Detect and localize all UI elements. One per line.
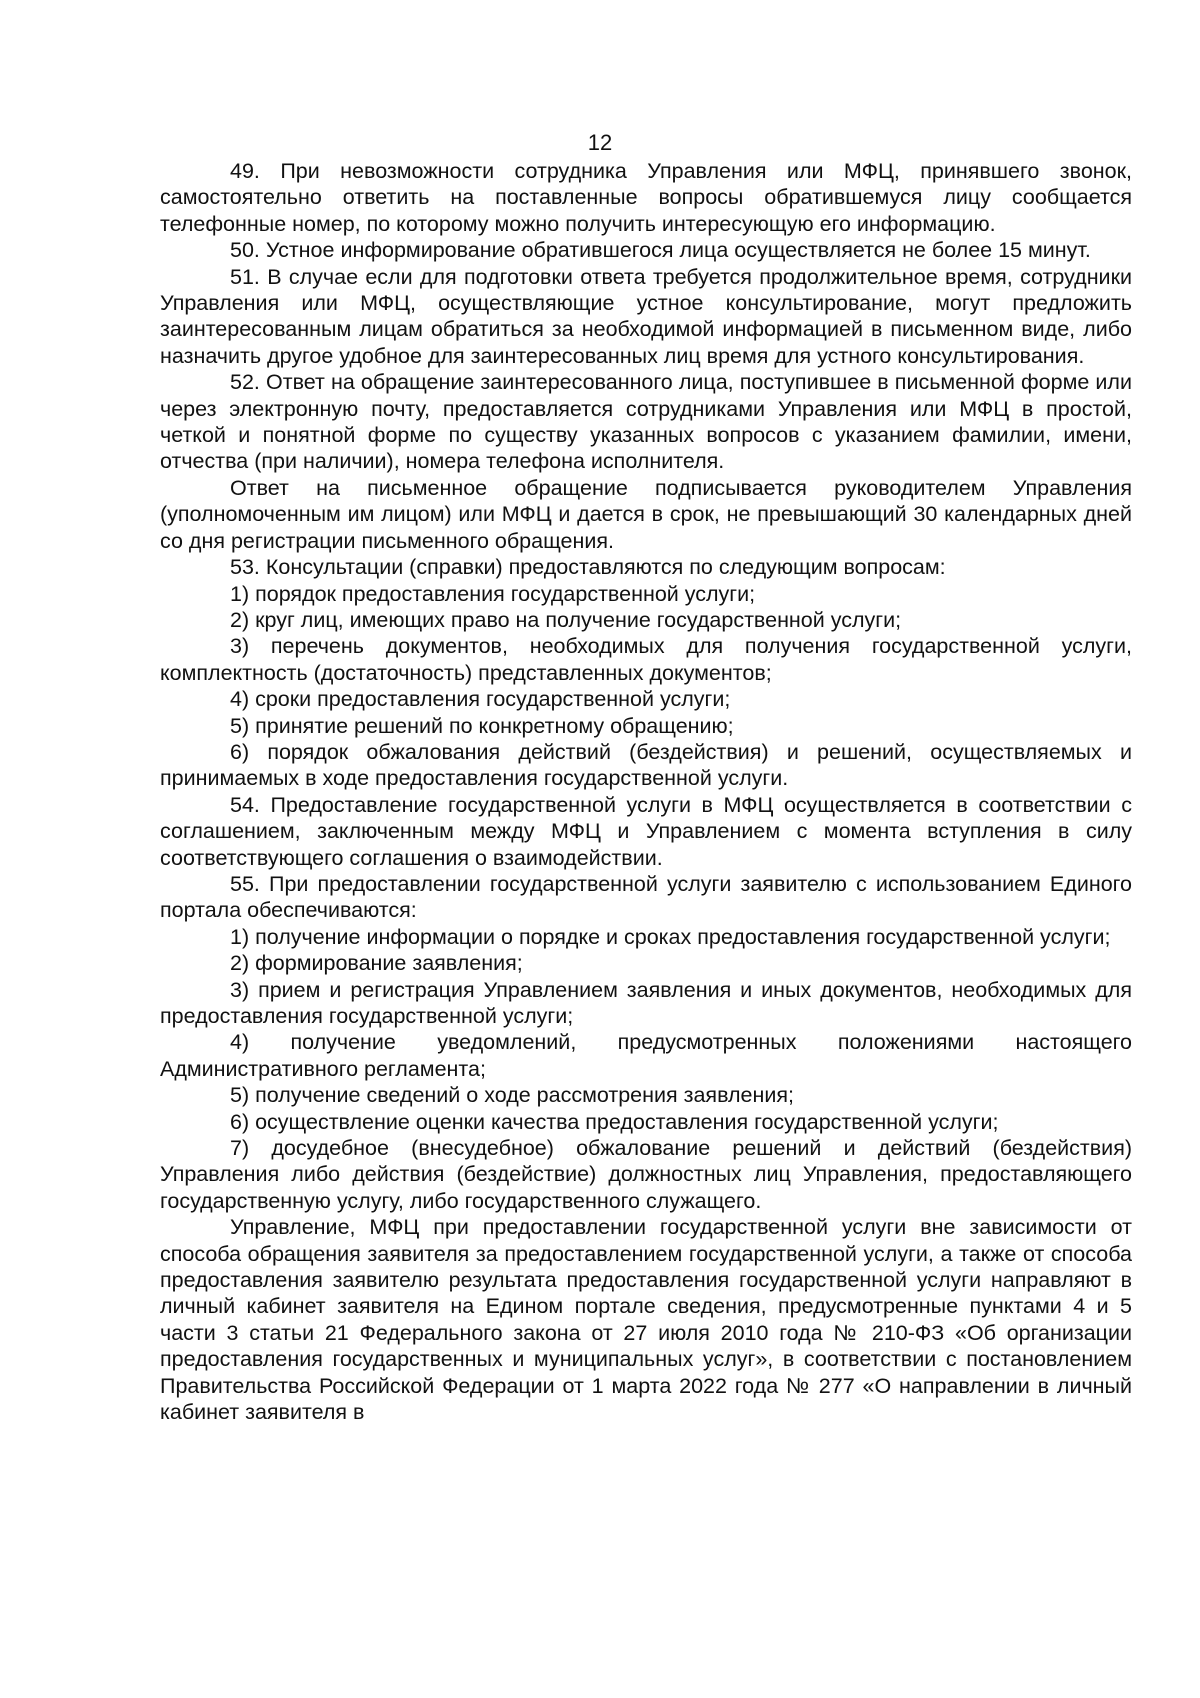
paragraph-49: 49. При невозможности сотрудника Управления или МФЦ, принявшего звонок, самостоятельно ответить на поставленные вопросы обратившемуся лицу сообщается телефонные номер, по которому можно получить интересующую его информацию. (160, 159, 1132, 236)
paragraph-53: 53. Консультации (справки) предоставляются по следующим вопросам: (230, 555, 946, 580)
list-item: 1) получение информации о порядке и сроках предоставления государственной услуги; (230, 924, 1111, 949)
page-number: 12 (587, 130, 613, 155)
paragraph-closing: Управление, МФЦ при предоставлении государственной услуги вне зависимости от способа обращения заявителя за предоставлением государственной услуги, а также от способа предоставления заявителю результата предоставления государственной услуги направляют в личный кабинет заявителя на Едином портале сведения, предусмотренные пунктами 4 и 5 части 3 статьи 21 Федерального закона от 27 июля 2010 года № 210-ФЗ «Об организации предоставления государственных и муниципальных услуг», в соответствии с постановлением Правительства Российской Федерации от 1 марта 2022 года № 277 «О направлении в личный кабинет заявителя в (160, 1215, 1132, 1425)
document-body (160, 158, 1132, 1426)
list-item: 7) досудебное (внесудебное) обжалование решений и действий (бездействия) Управления либо действия (бездействие) должностных лиц Управления, предоставляющего государственную услугу, либо государственного служащего. (160, 1136, 1132, 1213)
list-item: 3) прием и регистрация Управлением заявления и иных документов, необходимых для предоставления государственной услуги; (160, 977, 1132, 1028)
list-item: 6) порядок обжалования действий (бездействия) и решений, осуществляемых и принимаемых в ходе предоставления государственной услуги. (160, 739, 1132, 791)
list-item: 3) перечень документов, необходимых для получения государственной услуги, комплектность (достаточность) представленных документов; (160, 634, 1132, 685)
list-item: 5) принятие решений по конкретному обращению; (230, 713, 734, 738)
paragraph-50: 50. Устное информирование обратившегося лица осуществляется не более 15 минут. (230, 238, 1091, 263)
list-item: 5) получение сведений о ходе рассмотрения заявления; (230, 1083, 794, 1108)
paragraph-52-continuation: Ответ на письменное обращение подписывается руководителем Управления (уполномоченным им лицом) или МФЦ и дается в срок, не превышающий 30 календарных дней со дня регистрации письменного обращения. (160, 475, 1132, 553)
list-item: 6) осуществление оценки качества предоставления государственной услуги; (230, 1109, 999, 1134)
list-item: 2) формирование заявления; (230, 951, 523, 976)
list-item: 4) получение уведомлений, предусмотренных положениями настоящего Административного регламента; (160, 1030, 1132, 1081)
paragraph-51: 51. В случае если для подготовки ответа требуется продолжительное время, сотрудники Управления или МФЦ, осуществляющие устное консультирование, могут предложить заинтересованным лицам обратиться за необходимой информацией в письменном виде, либо назначить другое удобное для заинтересованных лиц время для устного консультирования. (160, 264, 1132, 368)
list-item: 1) порядок предоставления государственной услуги; (230, 581, 756, 606)
paragraph-55: 55. При предоставлении государственной услуги заявителю с использованием Единого портала обеспечиваются: (160, 871, 1132, 923)
paragraph-54: 54. Предоставление государственной услуги в МФЦ осуществляется в соответствии с соглашением, заключенным между МФЦ и Управлением с момента вступления в силу соответствующего соглашения о взаимодействии. (160, 792, 1132, 870)
paragraph-52: 52. Ответ на обращение заинтересованного лица, поступившее в письменной форме или через электронную почту, предоставляется сотрудниками Управления или МФЦ в простой, четкой и понятной форме по существу указанных вопросов с указанием фамилии, имени, отчества (при наличии), номера телефона исполнителя. (160, 370, 1132, 474)
list-item: 2) круг лиц, имеющих право на получение государственной услуги; (230, 607, 902, 632)
list-item: 4) сроки предоставления государственной услуги; (230, 687, 731, 712)
